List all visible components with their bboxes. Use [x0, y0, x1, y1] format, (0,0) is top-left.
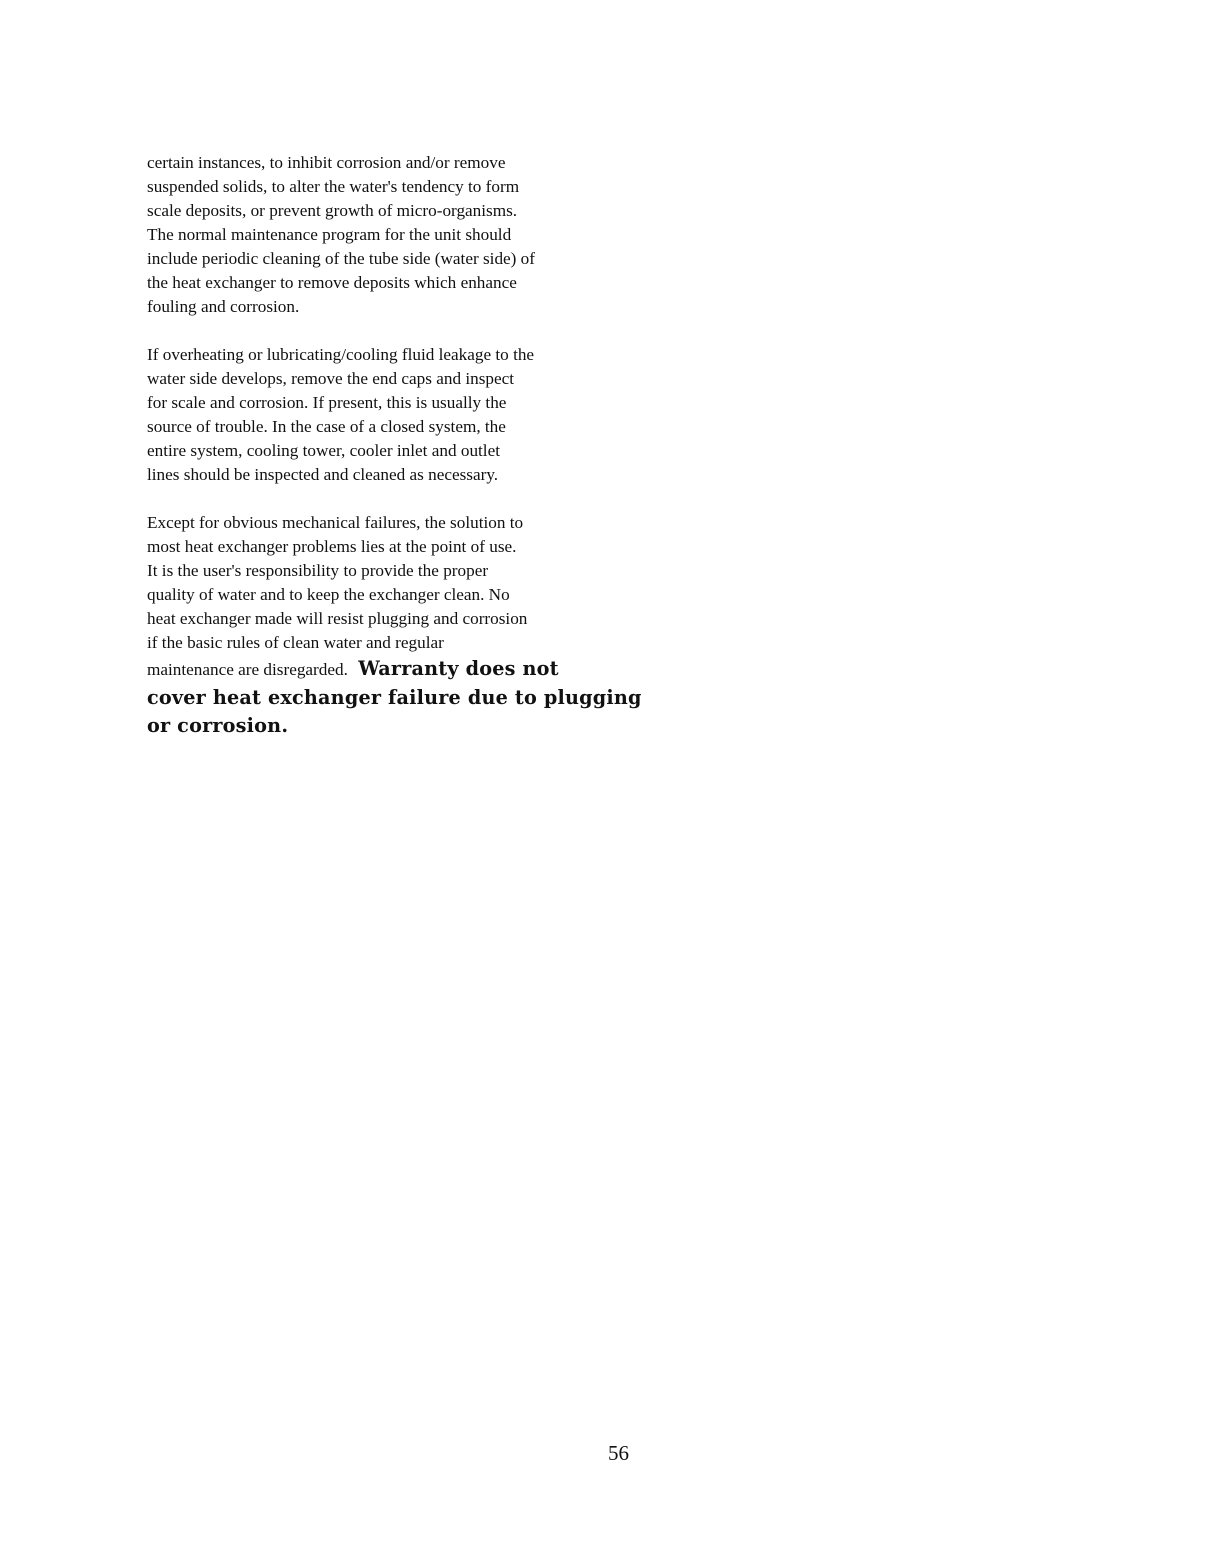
warranty-warning-line: or corrosion. [147, 714, 289, 737]
text-line: Except for obvious mechanical failures, the solution to [147, 513, 524, 532]
text-line: entire system, cooling tower, cooler inlet and outlet [147, 441, 500, 460]
paragraph-overheating [147, 343, 617, 487]
text-line: water side develops, remove the end caps and inspect [147, 369, 515, 388]
text-line-with-warning [147, 655, 617, 684]
text-line: quality of water and to keep the exchanger clean. No [147, 585, 510, 604]
text-line: It is the user's responsibility to provide the proper [147, 561, 489, 580]
text-line: lines should be inspected and cleaned as necessary. [147, 465, 499, 484]
text-line: the heat exchanger to remove deposits which enhance [147, 273, 517, 292]
text-line: If overheating or lubricating/cooling fluid leakage to the [147, 345, 535, 364]
text-column [147, 151, 642, 740]
warranty-warning-line: cover heat exchanger failure due to plugging [147, 686, 642, 709]
text-line: heat exchanger made will resist plugging and corrosion [147, 609, 528, 628]
text-line: for scale and corrosion. If present, this is usually the [147, 393, 507, 412]
paragraph-water-treatment [147, 151, 617, 319]
text-line: certain instances, to inhibit corrosion and/or remove [147, 153, 506, 172]
text-line: most heat exchanger problems lies at the point of use. [147, 537, 517, 556]
warranty-warning-start: Warranty does not [358, 657, 559, 680]
paragraph-user-responsibility [147, 511, 642, 740]
text-line: scale deposits, or prevent growth of micro-organisms. [147, 201, 518, 220]
text-line: if the basic rules of clean water and regular [147, 633, 444, 652]
text-fragment: maintenance are disregarded. [147, 660, 348, 679]
text-line: The normal maintenance program for the unit should [147, 225, 512, 244]
page-number: 56 [608, 1441, 629, 1465]
text-line: suspended solids, to alter the water's tendency to form [147, 177, 520, 196]
text-line: fouling and corrosion. [147, 297, 300, 316]
text-line: source of trouble. In the case of a closed system, the [147, 417, 506, 436]
text-line: include periodic cleaning of the tube side (water side) of [147, 249, 536, 268]
